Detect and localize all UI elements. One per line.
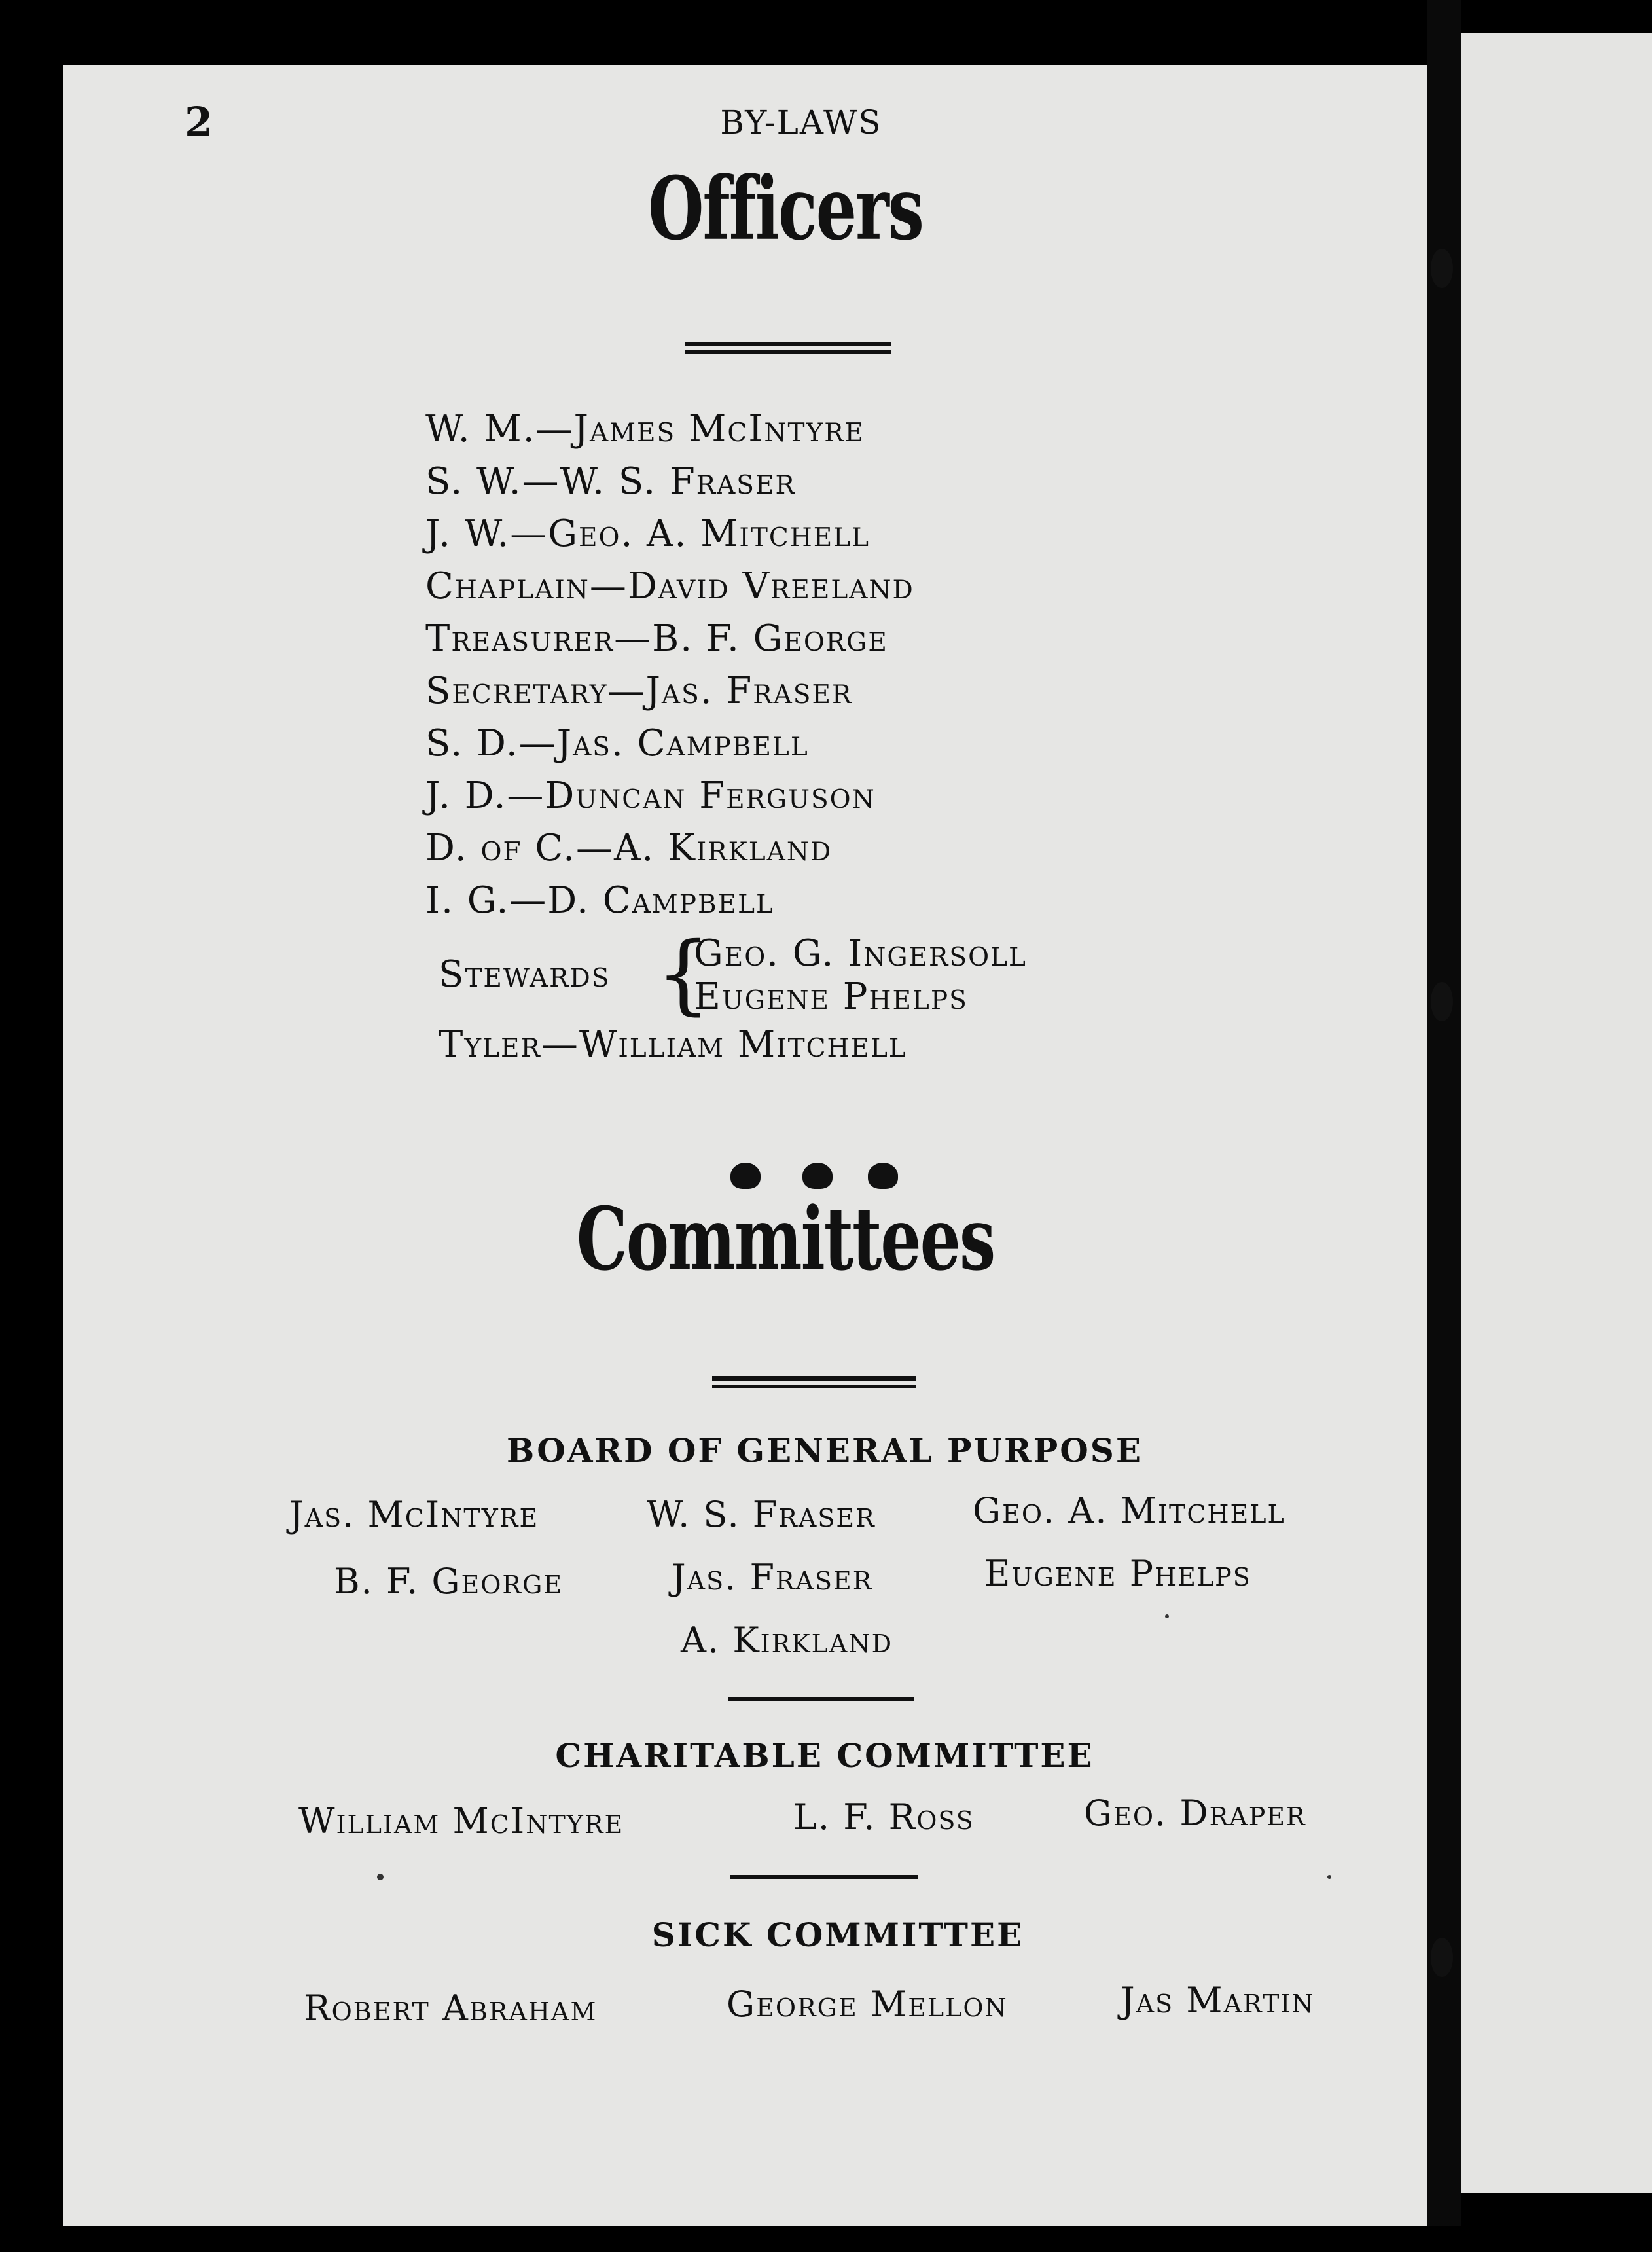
right-page-edge	[1461, 33, 1652, 2193]
board-heading: BOARD OF GENERAL PURPOSE	[507, 1431, 1143, 1470]
board-member: B. F. George	[334, 1561, 564, 1602]
board-member: Geo. A. Mitchell	[973, 1490, 1285, 1531]
officer-stewards	[425, 924, 1211, 1025]
ornament-icon	[730, 1163, 761, 1189]
officer-director-of-ceremonies: D. of C.—A. Kirkland	[425, 827, 833, 869]
ornament-divider	[730, 1163, 901, 1189]
ornament-icon	[802, 1163, 833, 1189]
officer-inner-guard: I. G.—D. Campbell	[425, 879, 774, 922]
sick-heading: SICK COMMITTEE	[651, 1916, 1024, 1954]
officer-treasurer: Treasurer—B. F. George	[425, 617, 888, 660]
charitable-heading: CHARITABLE COMMITTEE	[555, 1736, 1094, 1775]
binding-thread-middle	[1431, 982, 1453, 1021]
charitable-member: L. F. Ross	[793, 1796, 975, 1838]
charitable-member: William McIntyre	[298, 1800, 624, 1842]
officer-junior-deacon: J. D.—Duncan Ferguson	[425, 774, 876, 817]
left-page	[63, 65, 1431, 2226]
paper-speck	[377, 1874, 384, 1880]
binding-thread-top	[1431, 249, 1453, 288]
officer-junior-warden: J. W.—Geo. A. Mitchell	[425, 513, 870, 555]
ornament-icon	[868, 1163, 898, 1189]
officers-double-rule	[685, 342, 891, 356]
board-member: Eugene Phelps	[984, 1553, 1251, 1594]
book-spine	[1427, 0, 1461, 2252]
board-member: Jas. McIntyre	[289, 1494, 539, 1535]
charitable-member: Geo. Draper	[1084, 1792, 1306, 1834]
stewards-label: Stewards	[439, 953, 611, 996]
section-rule	[728, 1697, 914, 1701]
committees-title: Committees	[576, 1188, 995, 1291]
committees-double-rule	[712, 1376, 916, 1390]
officer-secretary: Secretary—Jas. Fraser	[425, 670, 853, 712]
officer-senior-deacon: S. D.—Jas. Campbell	[425, 722, 809, 765]
steward-name: Geo. G. Ingersoll	[694, 932, 1027, 975]
running-head: BY-LAWS	[720, 103, 882, 141]
sick-member: George Mellon	[727, 1984, 1008, 2025]
stewards-brace: {	[656, 924, 711, 1025]
sick-member: Jas Martin	[1121, 1980, 1315, 2021]
board-member: Jas. Fraser	[672, 1557, 873, 1598]
steward-name: Eugene Phelps	[694, 975, 968, 1018]
stewards-names	[694, 932, 1027, 1019]
officer-chaplain: Chaplain—David Vreeland	[425, 565, 914, 608]
paper-speck	[1165, 1614, 1169, 1618]
paper-speck	[1327, 1875, 1331, 1879]
page-number: 2	[185, 98, 213, 146]
officers-title: Officers	[648, 158, 923, 261]
officer-tyler: Tyler—William Mitchell	[439, 1023, 907, 1066]
section-rule	[730, 1875, 918, 1879]
officer-worshipful-master: W. M.—James McIntyre	[425, 408, 865, 450]
officers-list	[425, 403, 1211, 1071]
sick-member: Robert Abraham	[304, 1988, 598, 2029]
board-member: W. S. Fraser	[647, 1494, 876, 1535]
binding-thread-bottom	[1431, 1938, 1453, 1977]
board-member: A. Kirkland	[681, 1620, 893, 1661]
officer-senior-warden: S. W.—W. S. Fraser	[425, 460, 796, 503]
scan-border-bottom	[0, 2226, 1652, 2252]
